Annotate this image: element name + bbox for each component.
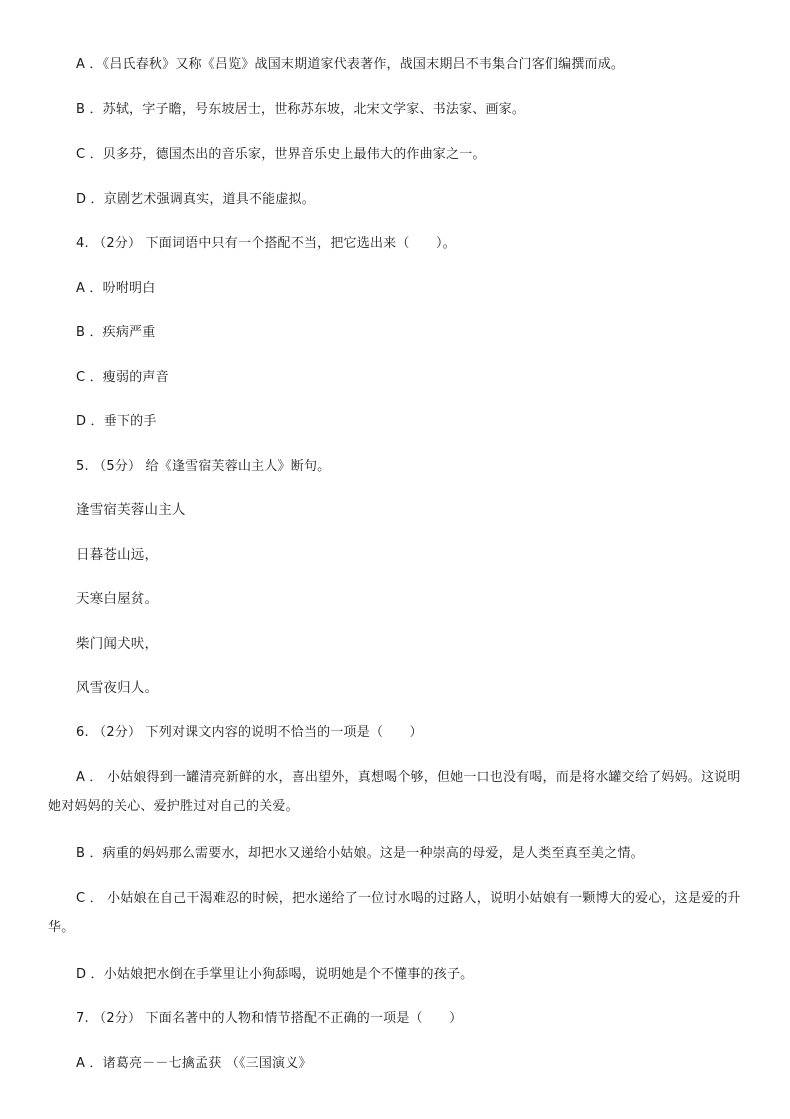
option-d-peking-opera: D ．京剧艺术强调真实，道具不能虚拟。 — [76, 192, 315, 207]
question-5: 5. （5分） 给《逢雪宿芙蓉山主人》断句。 — [76, 459, 331, 474]
option-c-beethoven: C ．贝多芬，德国杰出的音乐家，世界音乐史上最伟大的作曲家之一。 — [76, 147, 486, 162]
q7-option-a: A ．诸葛亮－－七擒孟获 （《三国演义》 — [76, 1056, 312, 1071]
q6-option-b: B ．病重的妈妈那么需要水，却把水又递给小姑娘。这是一种崇高的母爱，是人类至真至美之情。 — [76, 846, 644, 861]
q6-option-d: D ．小姑娘把水倒在手掌里让小狗舔喝，说明她是个不懂事的孩子。 — [76, 967, 474, 982]
poem-line-2: 天寒白屋贫。 — [76, 591, 159, 607]
q4-option-d: D ．垂下的手 — [76, 414, 157, 429]
q4-option-a: A ．吩咐明白 — [76, 281, 156, 296]
poem-line-1: 日暮苍山远， — [76, 547, 159, 563]
q4-option-b: B ．疾病严重 — [76, 325, 156, 340]
q4-option-c: C ．瘦弱的声音 — [76, 370, 169, 385]
question-6: 6. （2分） 下列对课文内容的说明不恰当的一项是（ ） — [76, 725, 423, 740]
poem-line-3: 柴门闻犬吠， — [76, 636, 159, 652]
q6-option-c: C ． 小姑娘在自己干渴难忍的时候，把水递给了一位讨水喝的过路人，说明小姑娘有一颗博大的爱心，这是爱的升华。 — [48, 891, 741, 935]
q6-option-a: A ． 小姑娘得到一罐清亮新鲜的水，喜出望外，真想喝个够，但她一口也没有喝，而是将水罐交给了妈妈。这说明她对妈妈的关心、爱护胜过对自己的关爱。 — [48, 770, 741, 814]
poem-title: 逢雪宿芙蓉山主人 — [76, 502, 186, 518]
poem-line-4: 风雪夜归人。 — [76, 680, 159, 696]
question-7: 7. （2分） 下面名著中的人物和情节搭配不正确的一项是（ ） — [76, 1011, 463, 1026]
question-4: 4. （2分） 下面词语中只有一个搭配不当，把它选出来（ ）。 — [76, 236, 456, 251]
option-b-su-shi: B ．苏轼，字子瞻，号东坡居士，世称苏东坡，北宋文学家、书法家、画家。 — [76, 102, 526, 117]
option-a-lushi-chunqiu: A ．《吕氏春秋》又称《吕览》战国末期道家代表著作，战国末期吕不韦集合门客们编撰而成。 — [76, 57, 625, 72]
